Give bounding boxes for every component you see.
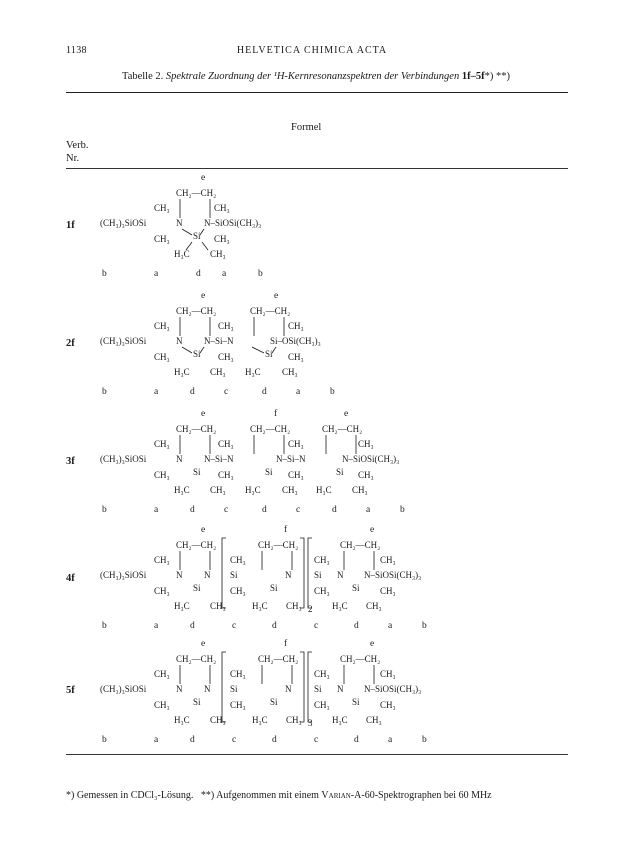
ch3-label: CH₃ (154, 700, 170, 710)
si-label: Si (314, 684, 322, 694)
nsiosi-label: N–SiOSi(CH₃)₃ (342, 454, 400, 464)
si-label: Si (193, 697, 201, 707)
column-header-verb: Verb. (66, 140, 89, 151)
tag-d: d (262, 387, 267, 397)
footnote-solvent: *) Gemessen in CDCl₃-Lösung. (66, 790, 194, 801)
tag-a: a (154, 505, 159, 515)
caption-compounds: 1f–5f (461, 71, 485, 82)
n-label: N (204, 684, 211, 694)
ch3-label: CH₃ (352, 485, 368, 495)
ch3-label: CH₃ (154, 321, 170, 331)
si-label: Si (230, 570, 238, 580)
ch3-label: CH₃ (154, 352, 170, 362)
compound-label-2f: 2f (66, 338, 75, 349)
ch3-label: CH₃ (380, 700, 396, 710)
tag-e: e (201, 173, 206, 183)
ch3-label: CH₃ (214, 234, 230, 244)
ch3-label: CH₃ (154, 470, 170, 480)
tag-e: e (201, 291, 206, 301)
ch3-label: CH₃ (286, 601, 302, 611)
tag-a: a (222, 269, 227, 279)
ch2ch2-label: CH₂—CH₂ (340, 654, 381, 664)
ch3-label: CH₃ (154, 439, 170, 449)
tag-c: c (314, 621, 319, 631)
ch3-label: CH₃ (218, 352, 234, 362)
n-label: N (337, 684, 344, 694)
structure-2f (100, 288, 520, 404)
nsiosi-label: N–SiOSi(CH₃)₃ (364, 684, 422, 694)
ch3-label: CH₃ (366, 601, 382, 611)
compound-label-3f: 3f (66, 456, 75, 467)
caption-title: Spektrale Zuordnung der ¹H-Kernresonanzspektren der Verbindungen (165, 71, 460, 82)
tms-label: (CH₃)₃SiOSi (100, 218, 147, 228)
tag-a: a (296, 387, 301, 397)
tag-b: b (400, 505, 405, 515)
si-label: Si (352, 697, 360, 707)
ch2ch2-label: CH₂—CH₂ (258, 540, 299, 550)
top-rule (66, 92, 568, 93)
n-label: N (337, 570, 344, 580)
n-label: N (176, 218, 183, 228)
tag-b: b (102, 387, 107, 397)
column-header-formula: Formel (291, 122, 322, 133)
nsin-label: N–Si–N (204, 336, 234, 346)
ch3-label: CH₃ (210, 715, 226, 725)
tms-label: (CH₃)₃SiOSi (100, 454, 147, 464)
ch2ch2-label: CH₂—CH₂ (176, 540, 217, 550)
tag-b: b (330, 387, 335, 397)
tag-d: d (262, 505, 267, 515)
h3c-label: H₃C (174, 249, 190, 259)
ch3-label: CH₃ (210, 367, 226, 377)
ch3-label: CH₃ (230, 700, 246, 710)
ch3-label: CH₃ (154, 203, 170, 213)
ch2ch2-label: CH₂—CH₂ (176, 424, 217, 434)
tag-c: c (296, 505, 301, 515)
h3c-label: H₃C (245, 367, 261, 377)
ch3-label: CH₃ (380, 555, 396, 565)
h3c-label: H₃C (252, 715, 268, 725)
n-label: N (176, 336, 183, 346)
tag-b: b (422, 621, 427, 631)
ch3-label: CH₃ (358, 470, 374, 480)
nsin-label: N–Si–N (276, 454, 306, 464)
ch3-label: CH₃ (314, 555, 330, 565)
ch2ch2-label: CH₂—CH₂ (340, 540, 381, 550)
h3c-label: H₃C (332, 601, 348, 611)
ch3-label: CH₃ (366, 715, 382, 725)
n-label: N (176, 570, 183, 580)
ch3-label: CH₃ (154, 555, 170, 565)
ch3-label: CH₃ (288, 321, 304, 331)
ch2ch2-label: CH₂—CH₂ (176, 654, 217, 664)
caption-suffix: *) **) (484, 71, 510, 82)
ch2ch2-label: CH₂—CH₂ (250, 424, 291, 434)
si-label: Si (270, 697, 278, 707)
h3c-label: H₃C (174, 367, 190, 377)
tag-b: b (102, 505, 107, 515)
table-caption (66, 71, 566, 82)
tag-d: d (354, 621, 359, 631)
si-label: Si (193, 231, 201, 241)
si-label: Si (265, 467, 273, 477)
tag-d: d (332, 505, 337, 515)
tag-e: e (344, 409, 349, 419)
tag-e: e (201, 525, 206, 535)
tag-b: b (258, 269, 263, 279)
n-label: N (176, 454, 183, 464)
nsiosi-label: N–SiOSi(CH₃)₃ (204, 218, 262, 228)
ch2ch2-label: CH₂—CH₂ (176, 306, 217, 316)
journal-title: HELVETICA CHIMICA ACTA (236, 45, 388, 56)
tag-d: d (196, 269, 201, 279)
si-label: Si (314, 570, 322, 580)
header-rule (66, 168, 568, 169)
si-label: Si (193, 583, 201, 593)
si-label: Si (270, 583, 278, 593)
footnote-instrument-prefix: **) Aufgenommen mit einem (200, 790, 319, 801)
tag-e: e (201, 639, 206, 649)
compound-label-1f: 1f (66, 220, 75, 231)
tag-a: a (154, 621, 159, 631)
ch3-label: CH₃ (358, 439, 374, 449)
ch3-label: CH₃ (214, 203, 230, 213)
compound-label-5f: 5f (66, 685, 75, 696)
tag-e: e (201, 409, 206, 419)
n-label: N (176, 684, 183, 694)
page-number: 1138 (66, 45, 87, 56)
tag-d: d (190, 387, 195, 397)
ch3-label: CH₃ (314, 586, 330, 596)
tag-d: d (272, 735, 277, 745)
tag-b: b (102, 269, 107, 279)
tag-c: c (232, 621, 237, 631)
table-bottom-rule (66, 754, 568, 755)
si-label: Si (352, 583, 360, 593)
ch3-label: CH₃ (154, 586, 170, 596)
ch2ch2-label: CH₂—CH₂ (322, 424, 363, 434)
caption-prefix: Tabelle 2. (122, 71, 164, 82)
ch3-label: CH₃ (314, 669, 330, 679)
tag-e: e (370, 525, 375, 535)
footnote-instrument-brand: Varian-A-60 (321, 790, 375, 801)
h3c-label: H₃C (174, 715, 190, 725)
tag-c: c (224, 387, 229, 397)
tag-a: a (154, 269, 159, 279)
structure-5f (100, 636, 520, 752)
tag-a: a (388, 621, 393, 631)
compound-label-4f: 4f (66, 573, 75, 584)
ch3-label: CH₃ (380, 669, 396, 679)
ch3-label: CH₃ (218, 439, 234, 449)
tag-e: e (370, 639, 375, 649)
ch3-label: CH₃ (282, 485, 298, 495)
ch3-label: CH₃ (286, 715, 302, 725)
ch2ch2-label: CH₂—CH₂ (176, 188, 217, 198)
tag-d: d (190, 505, 195, 515)
tag-e: e (274, 291, 279, 301)
ch3-label: CH₃ (210, 485, 226, 495)
tag-b: b (102, 621, 107, 631)
si-label: Si (265, 349, 273, 359)
ch3-label: CH₃ (230, 555, 246, 565)
h3c-label: H₃C (332, 715, 348, 725)
ch3-label: CH₃ (210, 249, 226, 259)
tag-c: c (232, 735, 237, 745)
n-label: N (285, 684, 292, 694)
tag-c: c (224, 505, 229, 515)
ch3-label: CH₃ (210, 601, 226, 611)
footnote-instrument-suffix: -Spektrographen bei 60 MHz (374, 790, 492, 801)
tag-a: a (154, 735, 159, 745)
tms-label: (CH₃)₃SiOSi (100, 570, 147, 580)
ch2ch2-label: CH₂—CH₂ (258, 654, 299, 664)
tag-b: b (102, 735, 107, 745)
tag-d: d (190, 735, 195, 745)
tms-label: (CH₃)₃SiOSi (100, 684, 147, 694)
tms-label: (CH₃)₃SiOSi (100, 336, 147, 346)
ch3-label: CH₃ (288, 470, 304, 480)
ch3-label: CH₃ (154, 234, 170, 244)
tag-a: a (366, 505, 371, 515)
nsin-label: N–Si–N (204, 454, 234, 464)
repeat-count: 2 (308, 604, 313, 614)
ch2ch2-label: CH₂—CH₂ (250, 306, 291, 316)
ch3-label: CH₃ (218, 470, 234, 480)
tag-d: d (272, 621, 277, 631)
tms-right-label: Si–OSi(CH₃)₃ (270, 336, 321, 346)
h3c-label: H₃C (245, 485, 261, 495)
tag-a: a (154, 387, 159, 397)
tag-a: a (388, 735, 393, 745)
si-label: Si (230, 684, 238, 694)
h3c-label: H₃C (174, 601, 190, 611)
tag-f: f (274, 409, 278, 419)
si-label: Si (193, 349, 201, 359)
structure-3f (100, 406, 520, 522)
ch3-label: CH₃ (230, 586, 246, 596)
tag-f: f (284, 525, 288, 535)
footnote (66, 790, 568, 801)
nsiosi-label: N–SiOSi(CH₃)₃ (364, 570, 422, 580)
tag-d: d (354, 735, 359, 745)
h3c-label: H₃C (252, 601, 268, 611)
h3c-label: H₃C (174, 485, 190, 495)
ch3-label: CH₃ (314, 700, 330, 710)
column-header-nr: Nr. (66, 153, 80, 164)
repeat-count: 3 (308, 718, 313, 728)
ch3-label: CH₃ (218, 321, 234, 331)
structure-1f (100, 170, 520, 286)
tag-d: d (190, 621, 195, 631)
ch3-label: CH₃ (288, 439, 304, 449)
h3c-label: H₃C (316, 485, 332, 495)
si-label: Si (336, 467, 344, 477)
structure-4f (100, 522, 520, 638)
ch3-label: CH₃ (282, 367, 298, 377)
ch3-label: CH₃ (154, 669, 170, 679)
ch3-label: CH₃ (230, 669, 246, 679)
n-label: N (285, 570, 292, 580)
ch3-label: CH₃ (380, 586, 396, 596)
tag-f: f (284, 639, 288, 649)
n-label: N (204, 570, 211, 580)
ch3-label: CH₃ (288, 352, 304, 362)
tag-b: b (422, 735, 427, 745)
tag-c: c (314, 735, 319, 745)
si-label: Si (193, 467, 201, 477)
